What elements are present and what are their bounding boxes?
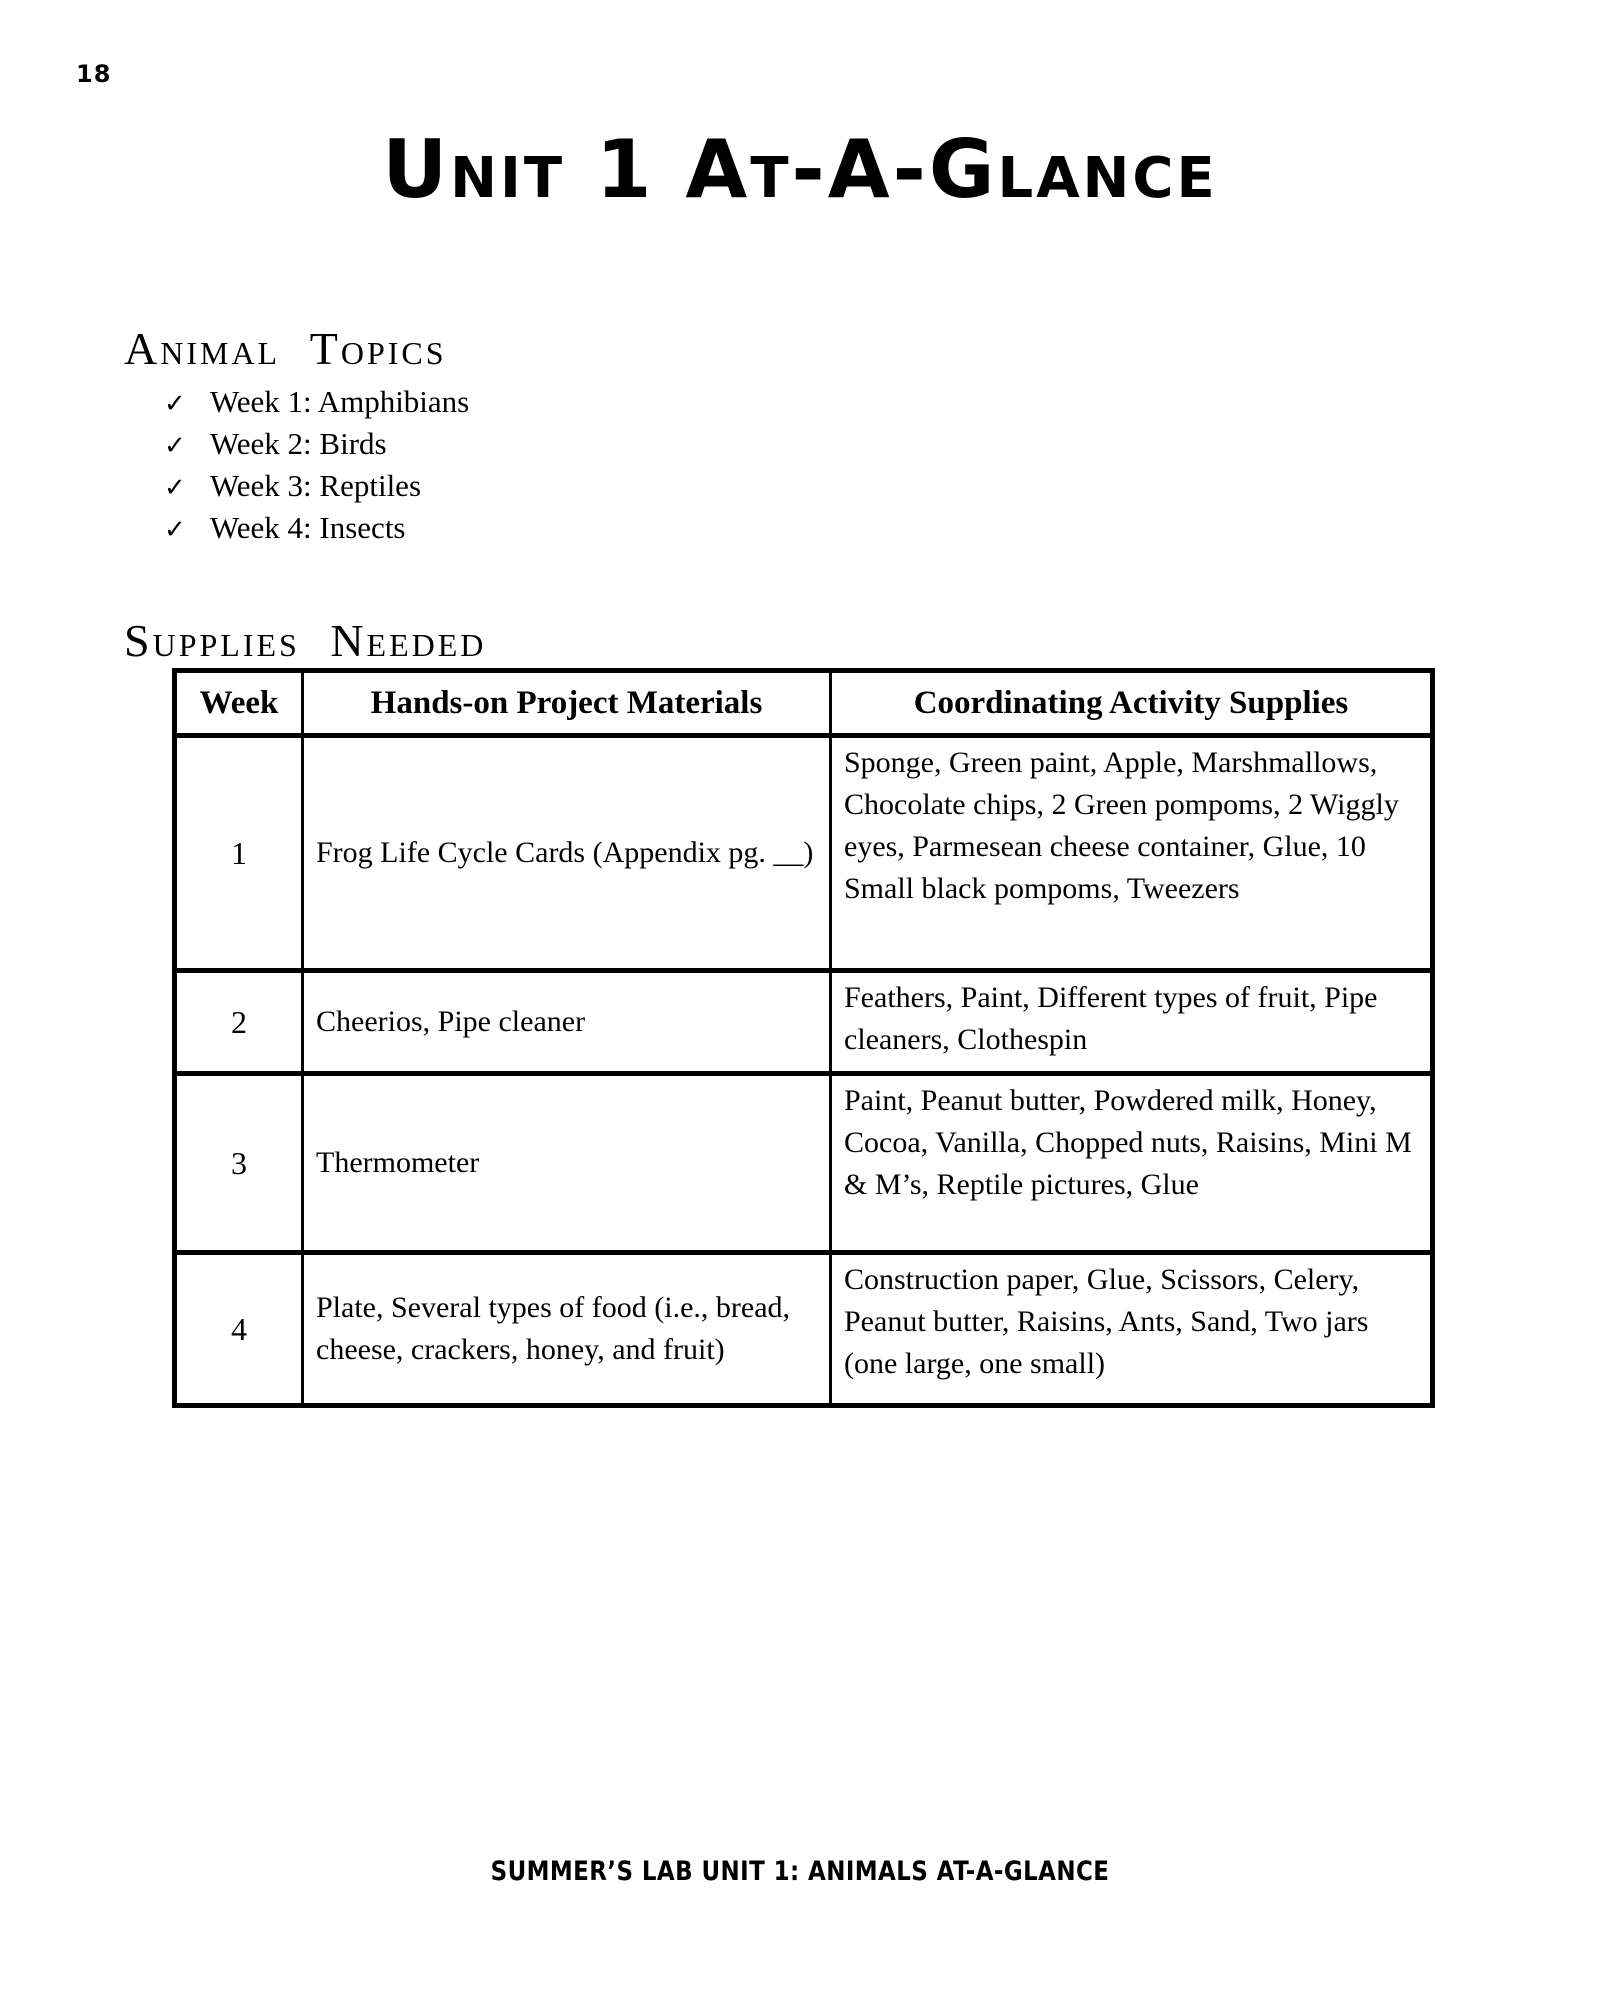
materials-cell: Plate, Several types of food (i.e., bread, cheese, crackers, honey, and fruit) [303, 1253, 831, 1406]
table-header-supplies: Coordinating Activity Supplies [831, 671, 1433, 736]
table-row [175, 1253, 1433, 1406]
topic-label: Week 3: Reptiles [210, 468, 422, 503]
week-cell: 1 [175, 736, 303, 971]
supplies-cell: Construction paper, Glue, Scissors, Celery, Peanut butter, Raisins, Ants, Sand, Two jars (one large, one small) [831, 1253, 1433, 1406]
table-row [175, 971, 1433, 1074]
animal-topics-heading: Animal Topics [124, 323, 447, 374]
week-cell: 2 [175, 971, 303, 1074]
topic-label: Week 1: Amphibians [210, 384, 470, 419]
supplies-cell: Sponge, Green paint, Apple, Marshmallows, Chocolate chips, 2 Green pompoms, 2 Wiggly eyes, Parmesean cheese container, Glue, 10 Small black pompoms, Tweezers [831, 736, 1433, 971]
list-item [164, 426, 469, 468]
topic-label: Week 2: Birds [210, 426, 387, 461]
checkmark-icon: ✓ [164, 431, 186, 461]
supplies-heading: Supplies Needed [124, 615, 487, 666]
list-item [164, 384, 469, 426]
page-footer: SUMMER’S LAB UNIT 1: ANIMALS AT-A-GLANCE [490, 1856, 1110, 1887]
table-header-materials: Hands-on Project Materials [303, 671, 831, 736]
table-row [175, 1074, 1433, 1253]
supplies-table [172, 668, 1435, 1408]
supplies-cell: Feathers, Paint, Different types of fruit, Pipe cleaners, Clothespin [831, 971, 1433, 1074]
materials-cell: Cheerios, Pipe cleaner [303, 971, 831, 1074]
checkmark-icon: ✓ [164, 473, 186, 503]
materials-cell: Frog Life Cycle Cards (Appendix pg. __) [303, 736, 831, 971]
materials-cell: Thermometer [303, 1074, 831, 1253]
table-header-week: Week [175, 671, 303, 736]
topics-list [164, 384, 469, 552]
checkmark-icon: ✓ [164, 515, 186, 545]
week-cell: 3 [175, 1074, 303, 1253]
week-cell: 4 [175, 1253, 303, 1406]
supplies-cell: Paint, Peanut butter, Powdered milk, Honey, Cocoa, Vanilla, Chopped nuts, Raisins, Mini M & M’s, Reptile pictures, Glue [831, 1074, 1433, 1253]
list-item [164, 468, 469, 510]
topic-label: Week 4: Insects [210, 510, 406, 545]
checkmark-icon: ✓ [164, 389, 186, 419]
page-number: 18 [76, 60, 112, 88]
page-title: Unit 1 At-A-Glance [382, 123, 1218, 216]
table-header-row [175, 671, 1433, 736]
list-item [164, 510, 469, 552]
table-row [175, 736, 1433, 971]
